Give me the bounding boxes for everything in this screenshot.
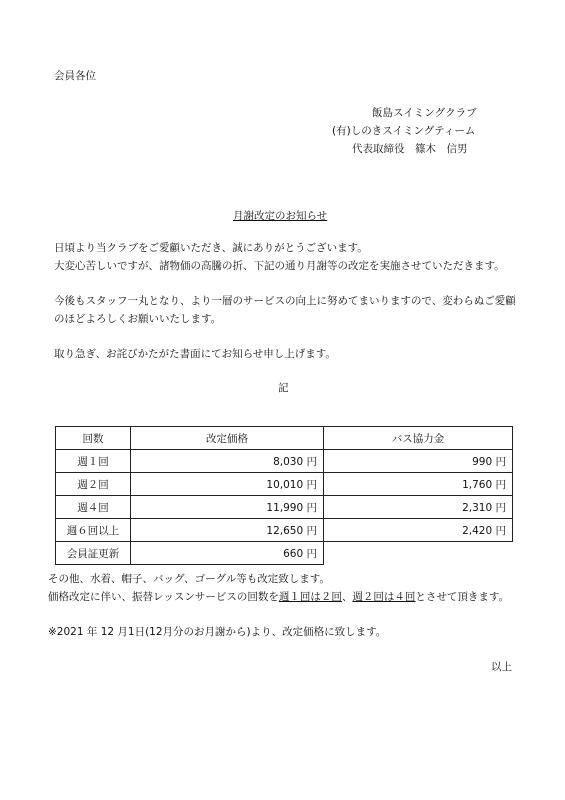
cell-price: 10,010 円 (131, 473, 324, 496)
addressee: 会員各位 (54, 70, 96, 82)
cell-price: 660 円 (131, 542, 324, 565)
paragraph-greeting-line-2: 大変心苦しいですが、諸物価の高騰の折、下記の通り月謝等の改定を実施させていただきます。 (54, 260, 505, 272)
note-makeup-weekly-1: 週１回は２回 (278, 591, 342, 603)
paragraph-commitment-line-1: 今後もスタッフ一丸となり、より一層のサービスの向上に努めてまいりますので、変わらぬご愛顧 (54, 295, 516, 307)
note-effective-date: ※2021 年 12 月1日(12月分のお月謝から)より、改定価格に致します。 (48, 626, 387, 638)
cell-bus-fee: 1,760 円 (324, 473, 513, 496)
cell-price: 11,990 円 (131, 496, 324, 519)
cell-course: 週１回 (56, 450, 131, 473)
cell-course: 会員証更新 (56, 542, 131, 565)
cell-price: 8,030 円 (131, 450, 324, 473)
header-bus-fee: バス協力金 (324, 427, 513, 450)
cell-course: 週４回 (56, 496, 131, 519)
table-row (56, 542, 513, 565)
note-makeup-text-a: 価格改定に伴い、振替レッスンサービスの回数を (48, 591, 279, 603)
cell-bus-fee: 2,420 円 (324, 519, 513, 542)
sender-representative: 代表取締役 篠木 信男 (352, 143, 468, 155)
table-row (56, 473, 513, 496)
paragraph-greeting-line-1: 日頃より当クラブをご愛顧いただき、誠にありがとうございます。 (54, 242, 368, 254)
sender-club: 飯島スイミングクラブ (372, 107, 477, 119)
table-row (56, 450, 513, 473)
cell-price: 12,650 円 (131, 519, 324, 542)
table-row (56, 519, 513, 542)
sender-company: (有)しのきスイミングティーム (332, 125, 476, 137)
fee-table (55, 426, 513, 565)
note-makeup-lessons (48, 590, 509, 604)
header-price: 改定価格 (131, 427, 324, 450)
ki-marker: 記 (278, 382, 289, 394)
table-row (56, 496, 513, 519)
cell-bus-fee: 990 円 (324, 450, 513, 473)
paragraph-closing-notice: 取り急ぎ、お詫びかたがた書面にてお知らせ申し上げます。 (54, 348, 336, 360)
note-other-items: その他、水着、帽子、バッグ、ゴーグル等も改定致します。 (48, 573, 330, 585)
cell-bus-fee-empty (324, 542, 513, 565)
note-makeup-text-c: 、 (341, 591, 353, 603)
cell-bus-fee: 2,310 円 (324, 496, 513, 519)
cell-course: 週２回 (56, 473, 131, 496)
table-header-row (56, 427, 513, 450)
header-course: 回数 (56, 427, 131, 450)
note-makeup-text-e: とさせて頂きます。 (415, 591, 510, 603)
paragraph-commitment-line-2: のほどよろしくお願いいたします。 (54, 313, 222, 325)
note-makeup-weekly-2: 週２回は４回 (352, 591, 416, 603)
closing-mark: 以上 (491, 661, 512, 673)
document-title: 月謝改定のお知らせ (233, 210, 328, 222)
cell-course: 週６回以上 (56, 519, 131, 542)
